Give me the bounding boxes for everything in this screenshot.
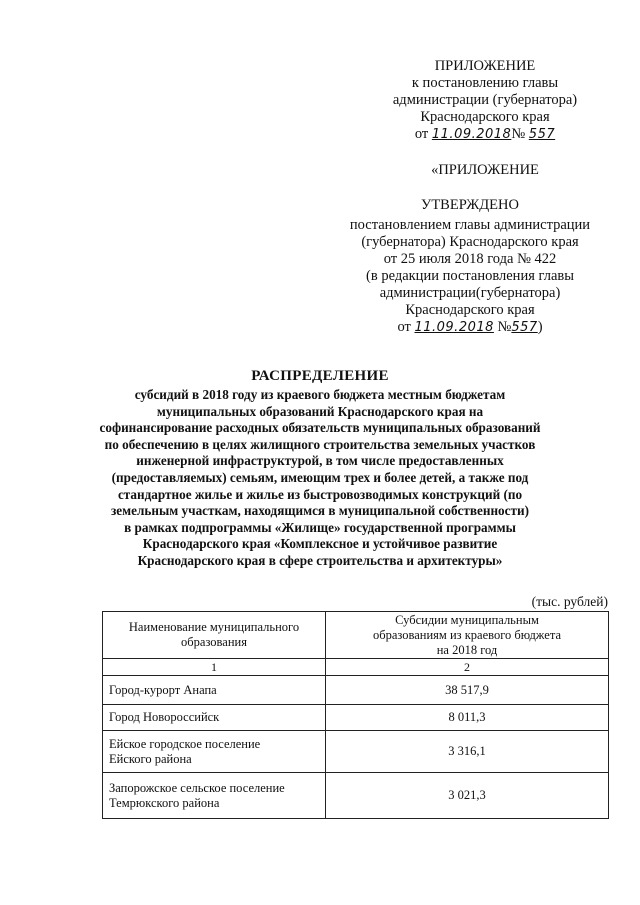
number-label: № <box>511 126 526 142</box>
municipality-name: Ейское городское поселение Ейского района <box>103 731 326 773</box>
subtitle-line: софинансирование расходных обязательств муниципальных образований <box>99 420 541 436</box>
table-row <box>103 705 609 731</box>
approved-line: постановлением главы администрации <box>349 217 591 233</box>
subtitle-line: инженерной инфраструктурой, в том числе предоставленных <box>136 453 504 469</box>
subtitle-line: стандартное жилье и жилье из быстровозводимых конструкций (по <box>117 486 523 502</box>
approved-title: УТВЕРЖДЕНО <box>421 197 519 213</box>
heading-title: РАСПРЕДЕЛЕНИЕ <box>251 368 389 384</box>
heading-subtitle <box>90 387 550 570</box>
appendix-reference <box>370 126 600 143</box>
date-prefix: от <box>414 126 429 142</box>
column-number-row <box>103 659 609 676</box>
handwritten-number: 557 <box>528 127 556 142</box>
subtitle-line: муниципальных образований Краснодарского края на <box>156 403 484 419</box>
header-municipality: Наименование муниципального образования <box>103 612 326 659</box>
subtitle-line: (предоставляемых) семьям, имеющим трех и более детей, а также под <box>111 469 529 485</box>
table-row <box>103 773 609 819</box>
handwritten-number: 557 <box>511 320 538 335</box>
number-label: № <box>497 319 512 335</box>
appendix-line: администрации (губернатора) <box>392 92 578 108</box>
document-heading <box>90 368 550 570</box>
appendix-title: ПРИЛОЖЕНИЕ <box>434 58 536 74</box>
approved-line: (в редакции постановления главы <box>366 268 574 284</box>
subtitle-line: в рамках подпрограммы «Жилище» государственной программы <box>124 519 516 535</box>
column-number: 2 <box>326 659 609 676</box>
subsidy-value: 38 517,9 <box>326 676 609 705</box>
municipality-name: Запорожское сельское поселение Темрюкского района <box>103 773 326 819</box>
approved-line: администрации(губернатора) <box>379 285 561 301</box>
approved-block <box>335 197 605 336</box>
unit-label: (тыс. рублей) <box>531 594 608 609</box>
subtitle-line: по обеспечению в целях жилищного строительства земельных участков <box>104 436 536 452</box>
subsidy-value: 3 021,3 <box>326 773 609 819</box>
subsidy-table <box>102 611 609 819</box>
municipality-name: Город Новороссийск <box>103 705 326 731</box>
subtitle-line: субсидий в 2018 году из краевого бюджета местным бюджетам <box>134 387 506 402</box>
closing-paren: ) <box>537 319 543 335</box>
date-prefix: от <box>397 319 411 335</box>
municipality-name: Город-курорт Анапа <box>103 676 326 705</box>
subtitle-line: земельным участкам, находящимся в муниципальной собственности) <box>111 503 529 519</box>
approved-line: Краснодарского края <box>405 302 535 318</box>
table-row <box>103 676 609 705</box>
approved-line: от 25 июля 2018 года № 422 <box>383 251 557 267</box>
table-row <box>103 731 609 773</box>
subsidy-value: 3 316,1 <box>326 731 609 773</box>
handwritten-date: 11.09.2018 <box>431 127 512 142</box>
subtitle-line: Краснодарского края «Комплексное и устойчивое развитие <box>142 536 498 552</box>
quoted-appendix-title: «ПРИЛОЖЕНИЕ <box>431 162 539 178</box>
approved-line: (губернатора) Краснодарского края <box>361 234 579 250</box>
appendix-block <box>370 58 600 143</box>
table-header-row <box>103 612 609 659</box>
appendix-line: Краснодарского края <box>420 109 550 125</box>
subtitle-line: Краснодарского края в сфере строительства и архитектуры» <box>137 552 503 568</box>
subsidy-value: 8 011,3 <box>326 705 609 731</box>
column-number: 1 <box>103 659 326 676</box>
header-subsidy: Субсидии муниципальным образованиям из краевого бюджета на 2018 год <box>326 612 609 659</box>
appendix-line: к постановлению главы <box>411 75 559 91</box>
approved-reference <box>335 319 605 336</box>
handwritten-date: 11.09.2018 <box>414 320 494 335</box>
